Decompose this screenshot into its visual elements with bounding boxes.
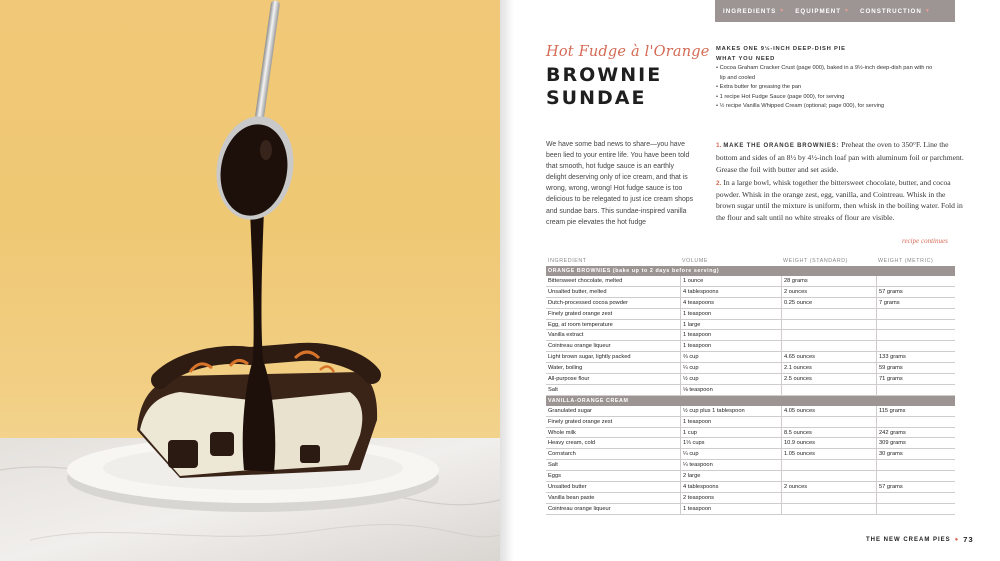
table-cell: 1 teaspoon	[680, 341, 781, 351]
table-cell	[876, 493, 955, 503]
title-line: SUNDAE	[546, 87, 647, 109]
table-cell: 1.05 ounces	[781, 449, 876, 459]
table-cell: 7 grams	[876, 298, 955, 308]
table-cell: 115 grams	[876, 406, 955, 416]
table-cell: 133 grams	[876, 352, 955, 362]
table-row	[546, 417, 955, 428]
table-cell: 2.5 ounces	[781, 374, 876, 384]
table-cell: Light brown sugar, lightly packed	[548, 354, 631, 361]
table-cell: 1 teaspoon	[680, 309, 781, 319]
table-cell: 1⅓ cups	[680, 438, 781, 448]
table-cell: 8.5 ounces	[781, 428, 876, 438]
chevron-down-icon: ▼	[779, 8, 786, 14]
table-cell: 57 grams	[876, 482, 955, 492]
table-cell: 4 tablespoons	[680, 482, 781, 492]
table-cell: ¼ teaspoon	[680, 460, 781, 470]
intro-paragraph: We have some bad news to share—you have been lied to your entire life. You have been told that smooth, hot fudge sauce is an earthly delight deserving only of ice cream, and that is wrong, wrong, wrong! Hot fudge sauce is too delicious to be relegated to just ice cream shops and sundae bars. This sundae-inspired vanilla cream pie elevates the hot fudge	[546, 141, 694, 226]
table-cell: 30 grams	[876, 449, 955, 459]
table-row	[546, 341, 955, 352]
table-cell: Water, boiling	[548, 365, 583, 372]
table-cell	[876, 276, 955, 286]
fudge-stream	[243, 210, 276, 472]
table-cell: Cointreau orange liqueur	[548, 343, 611, 350]
table-row	[546, 363, 955, 374]
column-header: VOLUME	[682, 258, 708, 264]
table-row	[546, 276, 955, 287]
table-cell: Granulated sugar	[548, 407, 592, 414]
table-cell: Unsalted butter, melted	[548, 288, 607, 295]
table-cell	[876, 320, 955, 330]
need-item: lip and cooled	[720, 74, 756, 81]
table-cell: ¼ cup	[680, 363, 781, 373]
chevron-down-icon: ▼	[844, 8, 850, 14]
table-cell: Cornstarch	[548, 451, 576, 458]
table-cell: ½ cup plus 1 tablespoon	[680, 406, 781, 416]
table-row	[546, 449, 955, 460]
table-cell: ¼ cup	[680, 449, 781, 459]
ingredient-table	[546, 256, 955, 515]
table-row	[546, 287, 955, 298]
table-row	[546, 385, 955, 396]
table-cell: Whole milk	[548, 429, 576, 436]
table-cell: 1 large	[680, 320, 781, 330]
table-cell	[781, 309, 876, 319]
table-cell	[876, 341, 955, 351]
table-cell	[781, 460, 876, 470]
step-number: 1.	[716, 142, 722, 149]
need-item: • Extra butter for greasing the pan	[716, 84, 802, 90]
table-cell: ½ cup	[680, 374, 781, 384]
bullet-icon: ●	[954, 536, 960, 543]
table-cell: Vanilla bean paste	[548, 494, 595, 501]
table-cell: 59 grams	[876, 363, 955, 373]
table-cell: 1 teaspoon	[680, 417, 781, 427]
table-row	[546, 374, 955, 385]
table-cell: Heavy cream, cold	[548, 440, 596, 447]
table-row	[546, 471, 955, 482]
table-cell	[781, 320, 876, 330]
table-cell	[781, 493, 876, 503]
column-header: WEIGHT (METRIC)	[878, 258, 934, 264]
step-text: Preheat the oven to 350°F. Line the bottom and sides of an 8½ by 4½-inch loaf pan with aluminum foil or parchment. Grease the foil with butter and set aside.	[716, 140, 964, 174]
table-cell: ⅔ cup	[680, 352, 781, 362]
table-header	[546, 256, 955, 266]
tab-equipment[interactable]: EQUIPMENT ▼	[795, 7, 850, 15]
table-cell	[876, 504, 955, 514]
title-line: BROWNIE	[546, 64, 663, 86]
table-cell: Finely grated orange zest	[548, 310, 613, 317]
table-row	[546, 428, 955, 439]
table-cell: 1 teaspoon	[680, 330, 781, 340]
table-cell: 28 grams	[781, 276, 876, 286]
table-cell: Bittersweet chocolate, melted	[548, 277, 623, 284]
table-row	[546, 482, 955, 493]
recipe-subtitle: Hot Fudge à l'Orange	[546, 44, 710, 60]
table-cell: 1 cup	[680, 428, 781, 438]
need-item: • ½ recipe Vanilla Whipped Cream (optional; page 000), for serving	[716, 103, 885, 109]
table-row	[546, 309, 955, 320]
table-cell: 242 grams	[876, 428, 955, 438]
table-cell: 71 grams	[876, 374, 955, 384]
yield-block	[716, 44, 961, 112]
table-row	[546, 438, 955, 449]
table-cell: Eggs	[548, 473, 561, 480]
table-cell	[781, 341, 876, 351]
table-row	[546, 320, 955, 331]
table-cell	[781, 330, 876, 340]
table-cell	[876, 309, 955, 319]
page-number: 73	[963, 535, 974, 544]
section-nav-tabs	[715, 0, 955, 22]
table-row	[546, 406, 955, 417]
tab-ingredients[interactable]: INGREDIENTS ▼	[723, 7, 786, 15]
table-cell: 309 grams	[876, 438, 955, 448]
table-cell: 4.65 ounces	[781, 352, 876, 362]
table-cell	[876, 385, 955, 395]
table-cell	[781, 385, 876, 395]
recipe-title	[546, 64, 662, 110]
table-row	[546, 493, 955, 504]
column-header: WEIGHT (STANDARD)	[783, 258, 849, 264]
table-cell: 10.9 ounces	[781, 438, 876, 448]
table-cell: ⅛ teaspoon	[680, 385, 781, 395]
table-cell: Unsalted butter	[548, 483, 587, 490]
recipe-continues: recipe continues	[902, 237, 948, 245]
chevron-down-icon: ▼	[924, 8, 931, 14]
table-cell	[781, 504, 876, 514]
page-gutter	[500, 0, 514, 561]
tab-construction[interactable]: CONSTRUCTION ▼	[860, 7, 931, 15]
table-cell: 2 ounces	[781, 287, 876, 297]
table-cell: 0.25 ounce	[781, 298, 876, 308]
method-steps	[716, 139, 964, 225]
table-row	[546, 504, 955, 515]
table-section-header: VANILLA-ORANGE CREAM	[546, 396, 955, 406]
spoon-handle	[255, 0, 281, 120]
step-lead: MAKE THE ORANGE BROWNIES:	[723, 143, 840, 149]
table-cell: 57 grams	[876, 287, 955, 297]
table-cell	[781, 417, 876, 427]
need-item: • Cocoa Graham Cracker Crust (page 000), baked in a 9½-inch deep-dish pan with no	[716, 65, 933, 71]
table-cell	[781, 471, 876, 481]
table-cell: 4.05 ounces	[781, 406, 876, 416]
table-row	[546, 298, 955, 309]
need-heading: WHAT YOU NEED	[716, 56, 776, 62]
table-cell	[876, 417, 955, 427]
table-cell: Dutch-processed cocoa powder	[548, 299, 628, 306]
table-cell: Salt	[548, 462, 558, 469]
table-cell: 2 ounces	[781, 482, 876, 492]
table-cell: Vanilla extract	[548, 332, 584, 339]
table-cell: Egg, at room temperature	[548, 321, 613, 328]
table-cell: 1 ounce	[680, 276, 781, 286]
step-text: In a large bowl, whisk together the bittersweet chocolate, butter, and cocoa powder. Whisk in the orange zest, egg, vanilla, and Cointreau. Whisk in the brown sugar until the mixture is uniform, then whisk in the boiling water. Fold in the flour and salt until no white streaks of flour are visible.	[716, 177, 963, 222]
table-cell: Cointreau orange liqueur	[548, 505, 611, 512]
step	[716, 177, 964, 223]
table-cell: Salt	[548, 386, 558, 393]
need-item: • 1 recipe Hot Fudge Sauce (page 000), for serving	[716, 93, 845, 100]
table-cell: 2 teaspoons	[680, 493, 781, 503]
table-row	[546, 352, 955, 363]
footer-section: THE NEW CREAM PIES	[866, 536, 951, 543]
table-cell: All-purpose flour	[548, 375, 590, 382]
table-cell	[876, 330, 955, 340]
step	[716, 139, 964, 175]
table-cell: 4 tablespoons	[680, 287, 781, 297]
table-row	[546, 460, 955, 471]
table-cell: 1 teaspoon	[680, 504, 781, 514]
table-cell: 2.1 ounces	[781, 363, 876, 373]
yield-text: MAKES ONE 9½-INCH DEEP-DISH PIE	[716, 46, 846, 52]
table-row	[546, 330, 955, 341]
table-cell: Finely grated orange zest	[548, 418, 613, 425]
table-cell	[876, 471, 955, 481]
table-cell	[876, 460, 955, 470]
table-section-header: ORANGE BROWNIES (bake up to 2 days before serving)	[546, 266, 955, 276]
table-cell: 2 large	[680, 471, 781, 481]
table-cell: 4 teaspoons	[680, 298, 781, 308]
step-number: 2.	[716, 179, 722, 187]
column-header: INGREDIENT	[548, 258, 587, 264]
page-footer	[866, 535, 974, 544]
